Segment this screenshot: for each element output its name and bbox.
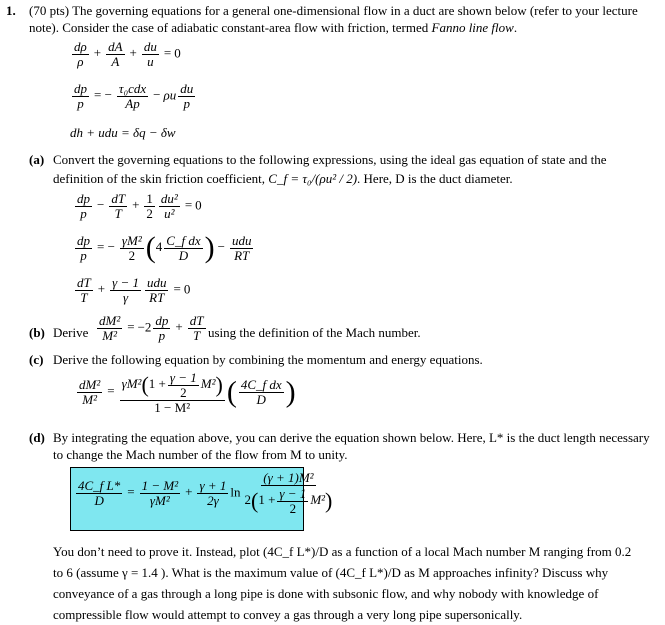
part-a-line1: Convert the governing equations to the following expressions, using the ideal gas equation of state and the <box>53 152 607 167</box>
fanno-term: Fanno line flow <box>431 20 514 35</box>
part-a-eq3: $\frac{dT}{T}$ + $\frac{\gamma - 1}{\gamma}$ $\frac{\text{udu}}{RT}$ = 0 <box>77 275 191 305</box>
part-a-eq2: $\frac{dp}{p}$ = − $\frac{\text{γM²}}{2}$ (4 $\frac{\text{C\_f dx}}{D}$ ) − $\frac{\text{udu}}{RT}$ <box>77 231 252 264</box>
part-d-line2: to change the Mach number of the flow from M to unity. <box>53 447 348 462</box>
governing-eq3: dh + udu = δq − δw <box>70 125 176 140</box>
part-a-eq1: $\frac{dp}{p}$ − $\frac{dT}{T}$ + $\frac{1}{2}$ $\frac{\text{du²}}{\text{u²}}$ = 0 <box>77 191 202 221</box>
intro-line2-prefix: note). Consider the case of adiabatic constant-area flow with friction, termed <box>29 20 429 35</box>
problem-intro-line1: (70 pts) The governing equations for a general one-dimensional flow in a duct are shown below (refer to your lecture <box>29 3 638 18</box>
part-a-line2: definition of the skin friction coefficient, C_f = τ₀/(ρu² / 2). Here, D is the duct diameter. <box>53 171 513 186</box>
part-b-eq: $\frac{\text{dM²}}{\text{M²}}$ = −2 $\frac{dp}{p}$ + $\frac{dT}{T}$ <box>99 313 204 343</box>
para-line4: compressible flow would attempt to convey a gas through a very long pipe supersonically. <box>53 607 523 622</box>
boxed-equation-content: $\frac{\text{4C\_f L*}}{D}$ = $\frac{\text{1 − M²}}{\text{γM²}}$ + $\frac{\gamma + 1}{2\gamma}$ ln (γ + 1)M² 2(1 + $\frac{\gamma - 1}{2}$ M²) <box>78 470 333 516</box>
part-d-line1: By integrating the equation above, you can derive the equation shown below. Here, L* is the duct length necessary <box>53 430 650 445</box>
cf-definition: C_f = τ₀/(ρu² / 2) <box>268 171 358 186</box>
part-c-line: Derive the following equation by combining the momentum and energy equations. <box>53 352 483 367</box>
governing-eq1: $\frac{d\rho}{\rho}$ + $\frac{dA}{A}$ + $\frac{du}{u}$ = 0 <box>74 39 181 69</box>
part-c-eq: $\frac{\text{dM²}}{\text{M²}}$ = γM²(1 + $\frac{\gamma - 1}{2}$ M²) 1 − M² ( $\frac{\text{4C\_f dx}}{D}$ ) <box>79 369 296 415</box>
part-b-label: (b) <box>29 325 45 340</box>
part-a-label: (a) <box>29 152 45 167</box>
part-b-suffix: using the definition of the Mach number. <box>208 325 421 340</box>
problem-number: 1. <box>6 3 16 18</box>
part-d-label: (d) <box>29 430 45 445</box>
governing-eq2: $\frac{dp}{p}$ = − $\frac{\text{τ₀cdx}}{Ap}$ − ρu $\frac{du}{p}$ <box>74 81 194 111</box>
para-line3: conveyance of a gas through a long pipe is done with subsonic flow, and why nobody with knowledge of <box>53 586 599 601</box>
part-b-derive: Derive <box>53 325 89 340</box>
para-line1: You don’t need to prove it. Instead, plot (4C_f L*)/D as a function of a local Mach number M ranging from 0.2 <box>53 544 632 559</box>
intro-line2-suffix: . <box>513 20 518 35</box>
para-line2: to 6 (assume γ = 1.4 ). What is the maximum value of (4C_f L*)/D as M approaches infinity? Discuss why <box>53 565 609 580</box>
problem-intro-line2 <box>29 19 517 36</box>
part-c-label: (c) <box>29 352 44 367</box>
part-d-paragraph <box>53 541 659 625</box>
